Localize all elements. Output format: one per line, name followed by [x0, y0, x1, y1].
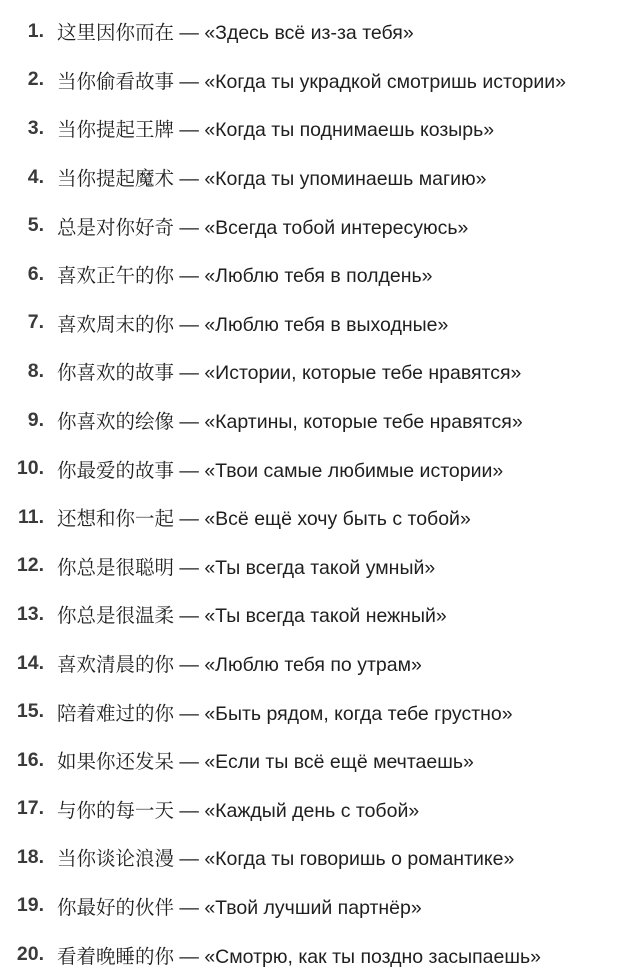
item-number: 4.: [27, 165, 44, 188]
item-text: 你喜欢的绘像 — «Картины, которые тебе нравятся»: [57, 411, 523, 434]
item-text: 还想和你一起 — «Всё ещё хочу быть с тобой»: [57, 508, 471, 531]
list-item: [0, 687, 627, 736]
item-number: 7.: [27, 311, 44, 334]
list-item: [0, 590, 627, 639]
list-item: [0, 7, 627, 56]
item-text: 当你谈论浪漫 — «Когда ты говоришь о романтике»: [57, 848, 515, 871]
item-number: 17.: [16, 797, 44, 820]
item-text: 总是对你好奇 — «Всегда тобой интересуюсь»: [57, 216, 469, 239]
item-number: 14.: [16, 651, 44, 674]
item-number: 1.: [27, 19, 44, 42]
list-item: [0, 542, 627, 591]
item-text: 你总是很聪明 — «Ты всегда такой умный»: [57, 556, 436, 579]
item-text: 你最好的伙伴 — «Твой лучший партнёр»: [57, 896, 422, 919]
item-number: 20.: [16, 943, 44, 966]
list-item: [0, 250, 627, 299]
list-item: [0, 299, 627, 348]
item-number: 6.: [27, 262, 44, 285]
item-text: 如果你还发呆 — «Если ты всё ещё мечтаешь»: [57, 751, 474, 774]
item-number: 13.: [16, 602, 44, 625]
item-text: 喜欢清晨的你 — «Люблю тебя по утрам»: [57, 654, 422, 677]
item-number: 5.: [27, 214, 44, 237]
item-text: 看着晚睡的你 — «Смотрю, как ты поздно засыпаешь»: [57, 945, 541, 968]
list-item: [0, 493, 627, 542]
list-item: [0, 201, 627, 250]
item-text: 陪着难过的你 — «Быть рядом, когда тебе грустно»: [57, 702, 513, 725]
list-item: [0, 736, 627, 785]
item-text: 你总是很温柔 — «Ты всегда такой нежный»: [57, 605, 447, 628]
list-item: [0, 396, 627, 445]
list-item: [0, 833, 627, 882]
list-item: [0, 639, 627, 688]
item-text: 当你偷看故事 — «Когда ты украдкой смотришь истории»: [57, 70, 567, 93]
item-number: 12.: [16, 554, 44, 577]
item-number: 2.: [27, 68, 44, 91]
item-text: 这里因你而在 — «Здесь всё из-за тебя»: [57, 22, 414, 45]
item-number: 15.: [16, 700, 44, 723]
item-text: 你最爱的故事 — «Твои самые любимые истории»: [57, 459, 504, 482]
list-item: [0, 785, 627, 834]
item-text: 喜欢正午的你 — «Люблю тебя в полдень»: [57, 265, 433, 288]
item-number: 11.: [17, 505, 44, 528]
list-item: [0, 882, 627, 931]
item-number: 18.: [16, 845, 44, 868]
item-number: 19.: [16, 894, 44, 917]
list-item: [0, 56, 627, 105]
item-text: 喜欢周末的你 — «Люблю тебя в выходные»: [57, 313, 449, 336]
item-text: 与你的每一天 — «Каждый день с тобой»: [57, 799, 420, 822]
list-item: [0, 104, 627, 153]
list-item: [0, 444, 627, 493]
item-number: 8.: [27, 359, 44, 382]
item-number: 9.: [27, 408, 44, 431]
list-item: [0, 930, 627, 979]
item-text: 你喜欢的故事 — «Истории, которые тебе нравятся»: [57, 362, 522, 385]
item-number: 16.: [16, 748, 44, 771]
item-number: 10.: [16, 457, 44, 480]
item-number: 3.: [27, 116, 44, 139]
list-item: [0, 153, 627, 202]
item-text: 当你提起魔术 — «Когда ты упоминаешь магию»: [57, 168, 487, 191]
item-text: 当你提起王牌 — «Когда ты поднимаешь козырь»: [57, 119, 495, 142]
list-item: [0, 347, 627, 396]
numbered-list: [0, 7, 627, 979]
